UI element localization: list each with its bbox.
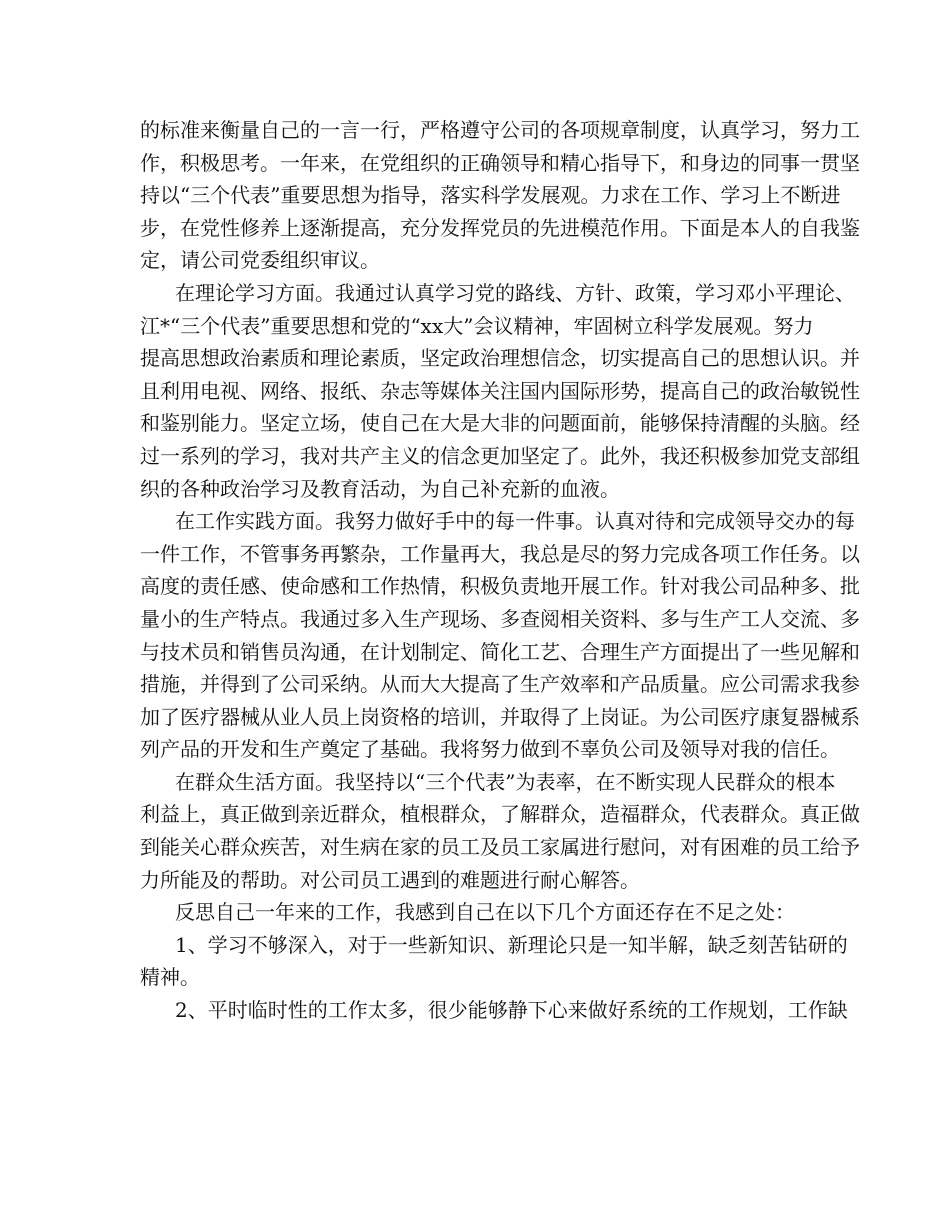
document-body <box>140 114 860 1027</box>
text-line: 措施，并得到了公司采纳。从而大大提高了生产效率和产品质量。应公司需求我参 <box>140 672 860 697</box>
text-line: 持以“三个代表”重要思想为指导，落实科学发展观。力求在工作、学习上不断进 <box>140 183 841 208</box>
text-line: 织的各种政治学习及教育活动，为自己补充新的血液。 <box>140 476 620 501</box>
text-line: 列产品的开发和生产奠定了基础。我将努力做到不辜负公司及领导对我的信任。 <box>140 737 840 762</box>
text-line: 过一系列的学习，我对共产主义的信念更加坚定了。此外，我还积极参加党支部组 <box>140 443 860 468</box>
text-line: 2、平时临时性的工作太多，很少能够静下心来做好系统的工作规划，工作缺 <box>175 998 848 1023</box>
text-line: 江*“三个代表”重要思想和党的“xx大”会议精神，牢固树立科学发展观。努力 <box>140 313 814 338</box>
text-line: 反思自己一年来的工作，我感到自己在以下几个方面还存在不足之处： <box>175 900 795 925</box>
text-line: 且利用电视、网络、报纸、杂志等媒体关注国内国际形势，提高自己的政治敏锐性 <box>140 378 860 403</box>
text-line: 利益上，真正做到亲近群众，植根群众，了解群众，造福群众，代表群众。真正做 <box>140 802 860 827</box>
text-line: 在理论学习方面。我通过认真学习党的路线、方针、政策，学习邓小平理论、 <box>175 280 855 305</box>
text-line: 在工作实践方面。我努力做好手中的每一件事。认真对待和完成领导交办的每 <box>175 509 855 534</box>
text-line: 1、学习不够深入，对于一些新知识、新理论只是一知半解，缺乏刻苦钻研的 <box>175 932 848 957</box>
text-line: 在群众生活方面。我坚持以“三个代表”为表率，在不断实现人民群众的根本 <box>175 769 836 794</box>
text-line: 力所能及的帮助。对公司员工遇到的难题进行耐心解答。 <box>140 867 640 892</box>
text-line: 一件工作，不管事务再繁杂，工作量再大，我总是尽的努力完成各项工作任务。以 <box>140 541 860 566</box>
text-line: 加了医疗器械从业人员上岗资格的培训，并取得了上岗证。为公司医疗康复器械系 <box>140 704 860 729</box>
text-line: 高度的责任感、使命感和工作热情，积极负责地开展工作。针对我公司品种多、批 <box>140 574 860 599</box>
text-line: 的标准来衡量自己的一言一行，严格遵守公司的各项规章制度，认真学习，努力工 <box>140 118 860 142</box>
text-line: 精神。 <box>140 965 200 990</box>
text-line: 提高思想政治素质和理论素质，坚定政治理想信念，切实提高自己的思想认识。并 <box>140 346 860 371</box>
text-line: 作，积极思考。一年来，在党组织的正确领导和精心指导下，和身边的同事一贯坚 <box>140 150 860 175</box>
text-line: 和鉴别能力。坚定立场，使自己在大是大非的问题面前，能够保持清醒的头脑。经 <box>140 411 860 436</box>
text-line: 到能关心群众疾苦，对生病在家的员工及员工家属进行慰问，对有困难的员工给予 <box>140 835 860 860</box>
text-line: 量小的生产特点。我通过多入生产现场、多查阅相关资料、多与生产工人交流、多 <box>140 606 860 631</box>
text-line: 与技术员和销售员沟通，在计划制定、简化工艺、合理生产方面提出了一些见解和 <box>140 639 860 664</box>
text-line: 步，在党性修养上逐渐提高，充分发挥党员的先进模范作用。下面是本人的自我鉴 <box>140 215 860 240</box>
text-line: 定，请公司党委组织审议。 <box>140 248 380 273</box>
